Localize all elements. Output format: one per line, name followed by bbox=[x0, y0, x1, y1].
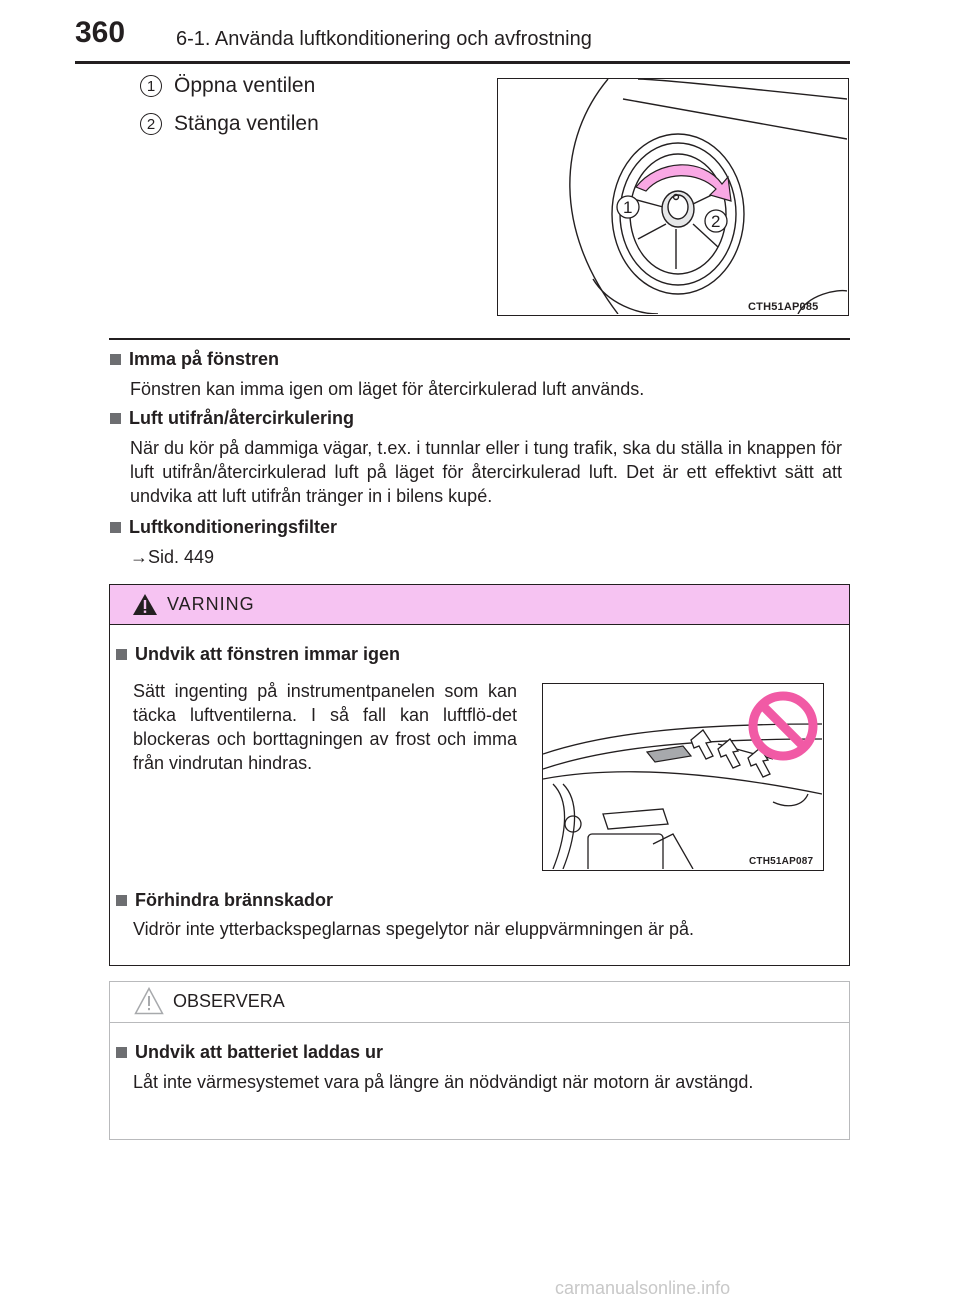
dashboard-illustration bbox=[542, 683, 824, 871]
step-label: Öppna ventilen bbox=[174, 74, 316, 97]
step-number-1: 1 bbox=[140, 75, 162, 97]
notice-item-body-battery: Låt inte värmesystemet vara på längre än nödvändigt när motorn är avstängd. bbox=[133, 1072, 754, 1092]
step-label: Stänga ventilen bbox=[174, 112, 319, 135]
notice-item-title-battery: Undvik att batteriet laddas ur bbox=[116, 1042, 383, 1063]
figure-code: CTH51AP085 bbox=[748, 301, 819, 313]
warning-item-body-burns: Vidrör inte ytterbackspeglarnas spegelytor när eluppvärmningen är på. bbox=[133, 919, 694, 939]
notice-header bbox=[110, 982, 849, 1023]
page-number: 360 bbox=[75, 16, 126, 49]
warning-box bbox=[109, 584, 850, 966]
step-open-vent bbox=[140, 74, 315, 98]
section-separator bbox=[109, 338, 850, 340]
section-title-filter: Luftkonditioneringsfilter bbox=[110, 517, 337, 538]
header-rule bbox=[75, 61, 850, 64]
vent-callout-1: 1 bbox=[623, 198, 633, 217]
square-bullet-icon bbox=[110, 522, 121, 533]
warning-item-title-mist: Undvik att fönstren immar igen bbox=[116, 644, 400, 665]
notice-box bbox=[109, 981, 850, 1140]
figure-code: CTH51AP087 bbox=[749, 856, 814, 867]
chapter-title: 6-1. Använda luftkonditionering och avfrostning bbox=[176, 28, 592, 50]
square-bullet-icon bbox=[116, 1047, 127, 1058]
square-bullet-icon bbox=[110, 354, 121, 365]
warning-item-title-burns: Förhindra brännskador bbox=[116, 890, 333, 911]
warning-item-body-mist: Sätt ingenting på instrumentpanelen som kan täcka luftventilerna. I så fall kan luftflö-det blockeras och borttagningen av frost och imma från vindrutan hindras. bbox=[133, 681, 517, 773]
page-reference: →Sid. 449 bbox=[130, 547, 215, 567]
vent-callout-2: 2 bbox=[711, 212, 721, 231]
step-number-2: 2 bbox=[140, 113, 162, 135]
step-close-vent bbox=[140, 112, 319, 136]
square-bullet-icon bbox=[110, 413, 121, 424]
section-title-mist: Imma på fönstren bbox=[110, 349, 279, 370]
warning-title: VARNING bbox=[167, 594, 255, 614]
dashboard-drawing bbox=[543, 684, 822, 869]
warning-header bbox=[110, 585, 849, 625]
footer-watermark: carmanualsonline.info bbox=[555, 1278, 731, 1298]
warning-triangle-icon bbox=[132, 593, 158, 616]
square-bullet-icon bbox=[116, 895, 127, 906]
vent-drawing bbox=[498, 79, 847, 314]
notice-title: OBSERVERA bbox=[173, 991, 285, 1011]
arrow-right-icon: → bbox=[130, 547, 148, 567]
square-bullet-icon bbox=[116, 649, 127, 660]
caution-triangle-icon bbox=[134, 987, 164, 1015]
section-title-recirculation: Luft utifrån/återcirkulering bbox=[110, 408, 354, 429]
section-body-mist: Fönstren kan imma igen om läget för återcirkulerad luft används. bbox=[130, 379, 645, 399]
prohibited-sign-icon bbox=[753, 696, 813, 756]
vent-illustration bbox=[497, 78, 849, 316]
section-body-recirculation: När du kör på dammiga vägar, t.ex. i tunnlar eller i tung trafik, ska du ställa in knappen för luft utifrån/återcirkulerad luft på läget för återcirkulerad luft. Det är ett effektivt sätt att undvika att luft utifrån tränger in i bilens kupé. bbox=[130, 438, 842, 506]
